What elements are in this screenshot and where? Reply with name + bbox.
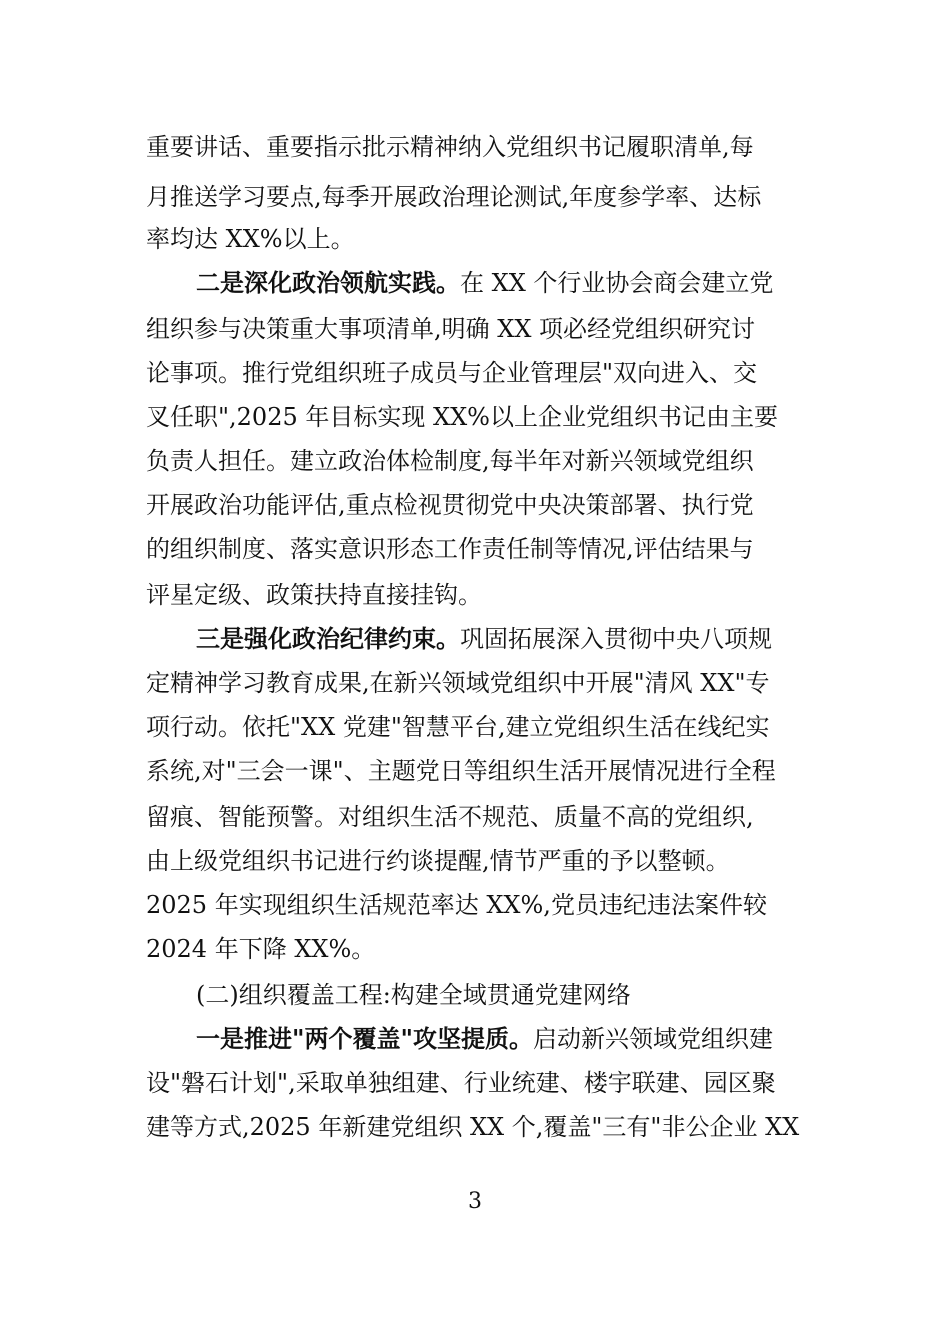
body-line: 重要讲话、重要指示批示精神纳入党组织书记履职清单,每	[146, 133, 754, 161]
body-line: 定精神学习教育成果,在新兴领域党组织中开展"清风 XX"专	[146, 669, 770, 697]
section-heading: (二)组织覆盖工程:构建全域贯通党建网络	[196, 981, 631, 1009]
body-line: 系统,对"三会一课"、主题党日等组织生活开展情况进行全程	[146, 757, 776, 785]
paragraph-text: 在 XX 个行业协会商会建立党	[460, 269, 774, 297]
page-number: 3	[468, 1189, 482, 1214]
paragraph-heading: 二是深化政治领航实践。	[196, 268, 460, 297]
paragraph-start-line	[196, 624, 806, 654]
body-line: 开展政治功能评估,重点检视贯彻党中央决策部署、执行党	[146, 491, 754, 519]
body-line: 设"磐石计划",采取单独组建、行业统建、楼宇联建、园区聚	[146, 1069, 776, 1097]
paragraph-heading: 一是推进"两个覆盖"攻坚提质。	[196, 1024, 534, 1053]
body-line: 论事项。推行党组织班子成员与企业管理层"双向进入、交	[146, 359, 758, 387]
body-line: 由上级党组织书记进行约谈提醒,情节严重的予以整顿。	[146, 847, 730, 875]
body-line: 建等方式,2025 年新建党组织 XX 个,覆盖"三有"非公企业 XX	[146, 1113, 800, 1141]
body-line: 2024 年下降 XX%。	[146, 935, 376, 963]
body-line: 月推送学习要点,每季开展政治理论测试,年度参学率、达标	[146, 183, 762, 211]
paragraph-heading: 三是强化政治纪律约束。	[196, 624, 460, 653]
paragraph-text: 启动新兴领域党组织建	[533, 1025, 774, 1053]
body-line: 率均达 XX%以上。	[146, 225, 355, 253]
body-line: 负责人担任。建立政治体检制度,每半年对新兴领域党组织	[146, 447, 754, 475]
body-line: 2025 年实现组织生活规范率达 XX%,党员违纪违法案件较	[146, 891, 767, 919]
body-line: 留痕、智能预警。对组织生活不规范、质量不高的党组织,	[146, 803, 754, 831]
paragraph-text: 巩固拓展深入贯彻中央八项规	[460, 625, 772, 653]
body-line: 组织参与决策重大事项清单,明确 XX 项必经党组织研究讨	[146, 315, 756, 343]
paragraph-start-line	[196, 268, 806, 298]
paragraph-start-line	[196, 1024, 806, 1054]
body-line: 评星定级、政策扶持直接挂钩。	[146, 581, 482, 609]
body-line: 的组织制度、落实意识形态工作责任制等情况,评估结果与	[146, 535, 754, 563]
body-line: 项行动。依托"XX 党建"智慧平台,建立党组织生活在线纪实	[146, 713, 770, 741]
body-line: 叉任职",2025 年目标实现 XX%以上企业党组织书记由主要	[146, 403, 778, 431]
